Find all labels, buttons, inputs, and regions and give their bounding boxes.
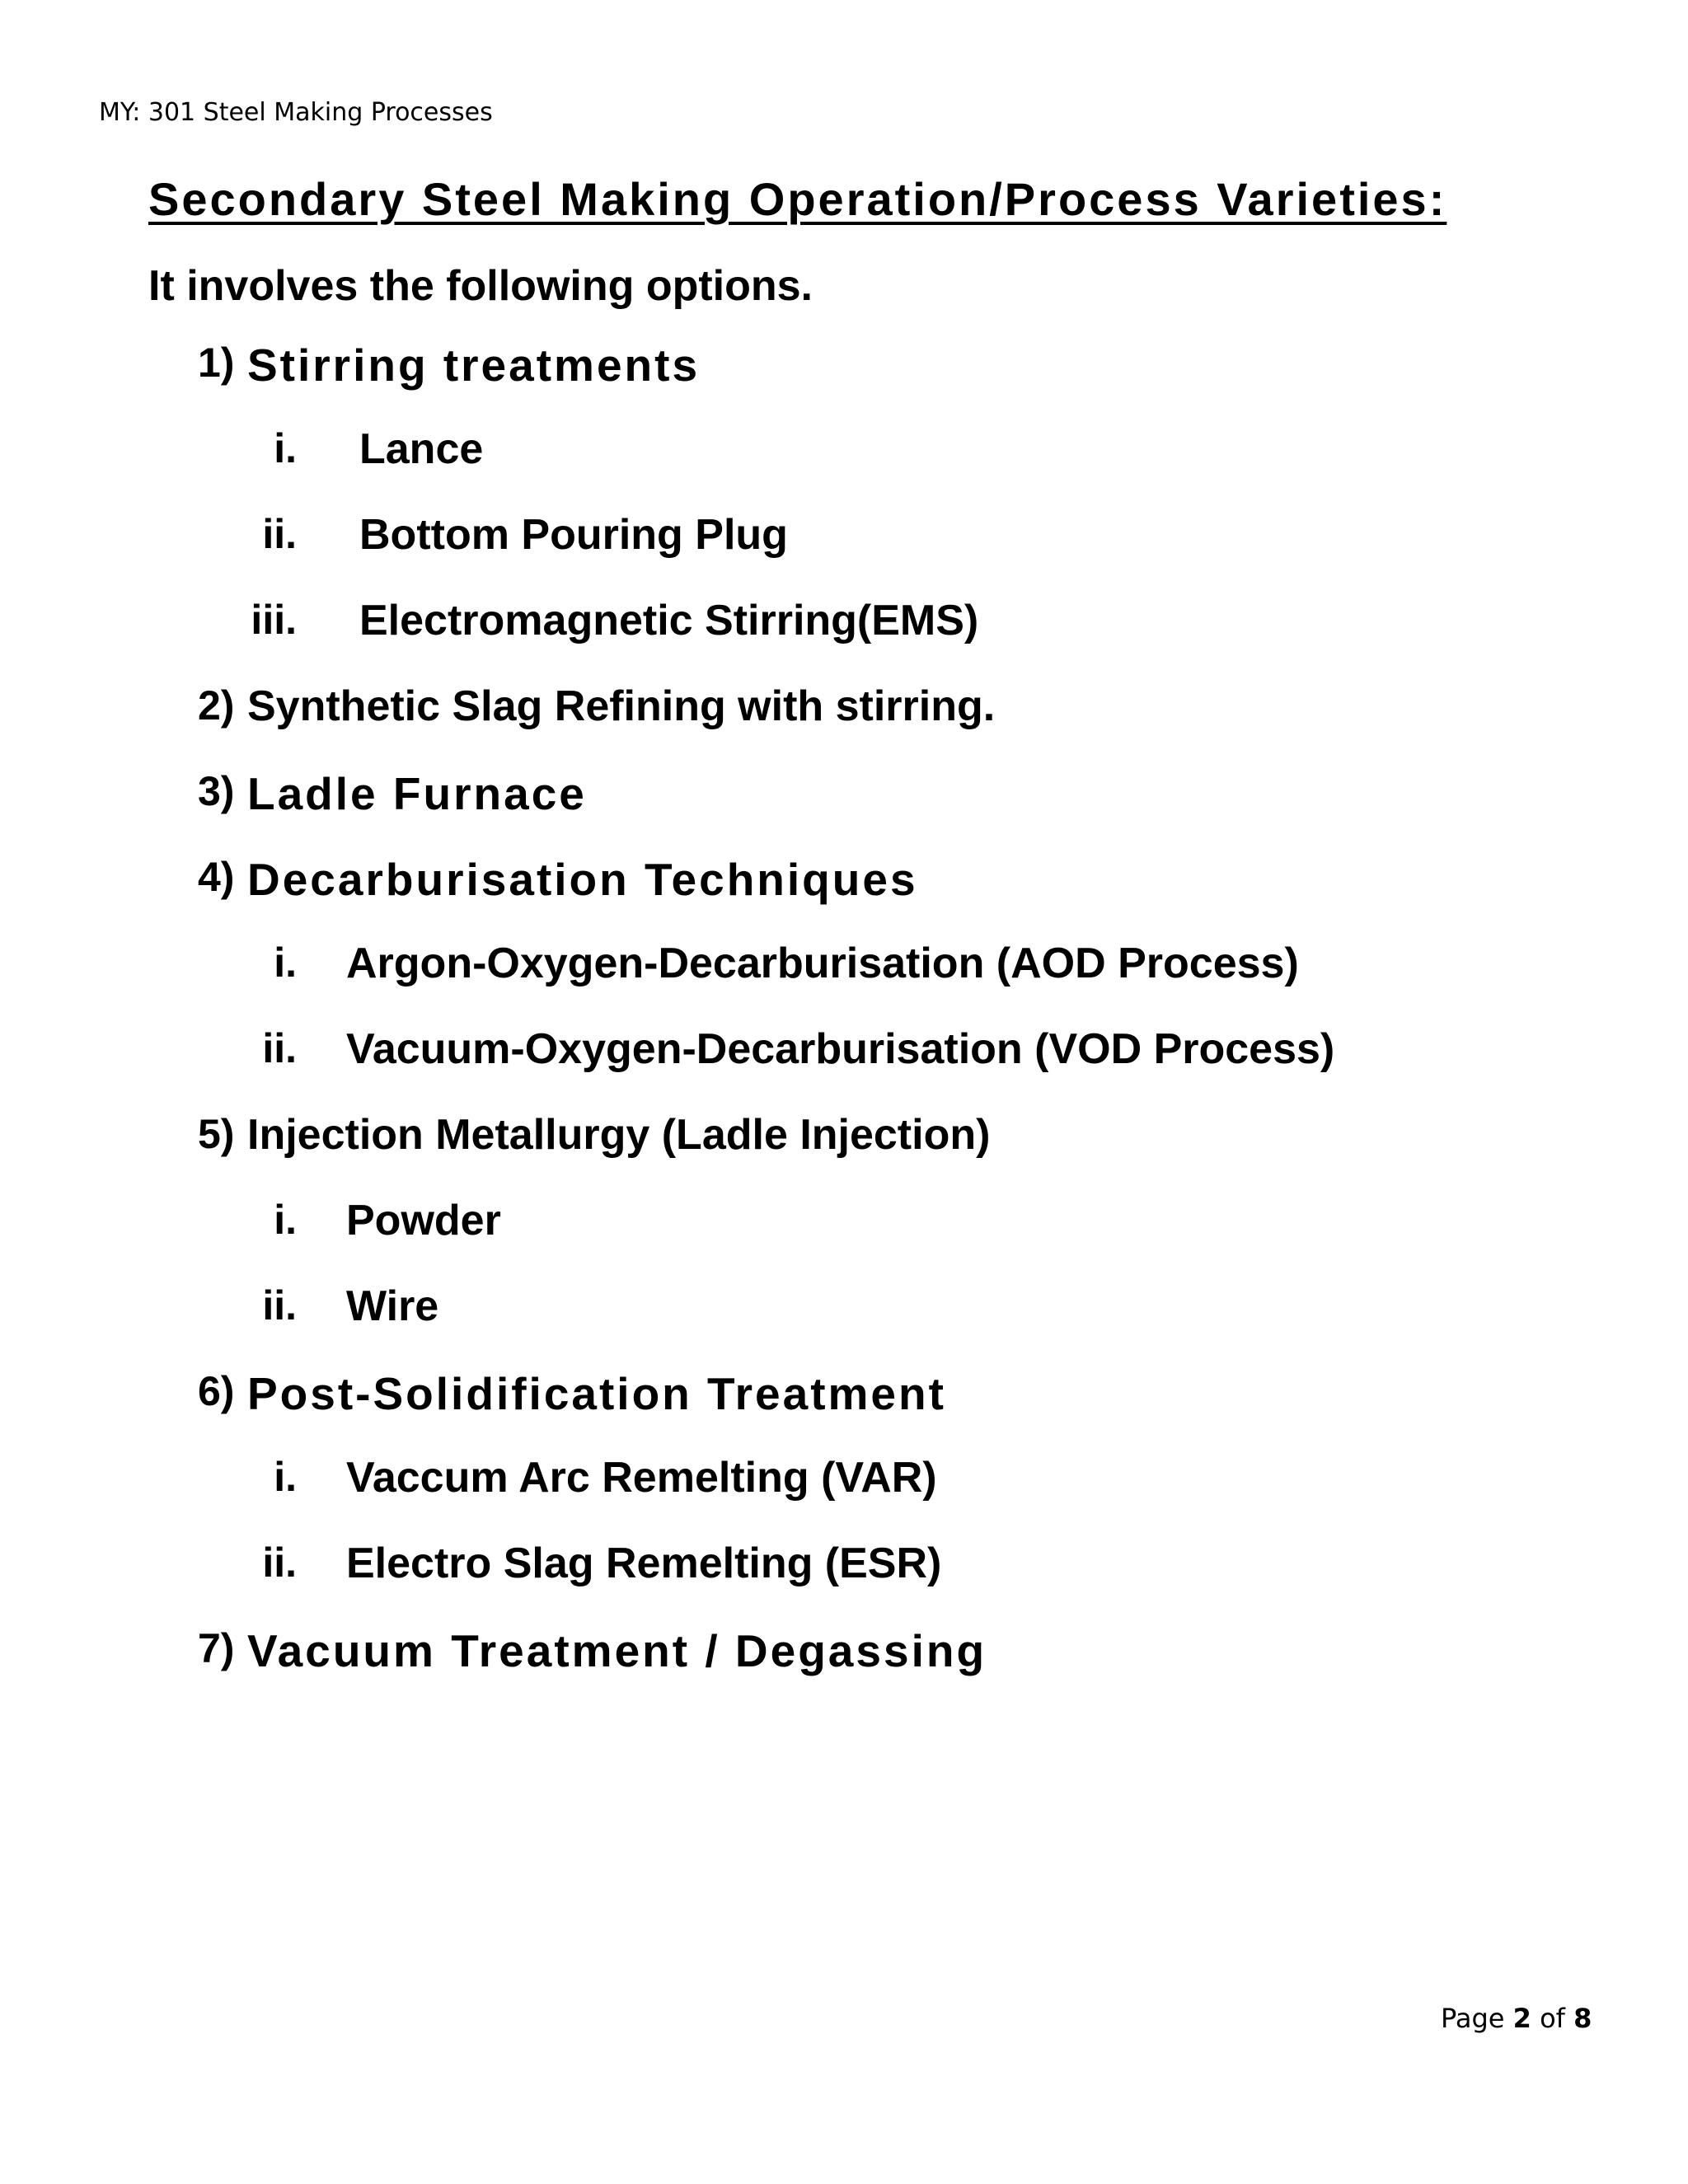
sub-item-label: Electromagnetic Stirring(EMS) <box>359 597 979 644</box>
sub-item-label: Argon-Oxygen-Decarburisation (AOD Process) <box>346 940 1299 987</box>
running-header: MY: 301 Steel Making Processes <box>99 98 493 127</box>
list-item-label: Vacuum Treatment / Degassing <box>247 1625 987 1676</box>
sub-item-numeral: ii. <box>262 511 297 557</box>
list-item-label: Post-Solidification Treatment <box>247 1368 946 1419</box>
list-item-number: 6) <box>198 1368 235 1414</box>
sub-item-numeral: i. <box>274 1454 297 1500</box>
sub-item-label: Vacuum-Oxygen-Decarburisation (VOD Process) <box>346 1025 1335 1073</box>
sub-item-numeral: i. <box>274 1197 297 1243</box>
sub-item-label: Powder <box>346 1197 501 1244</box>
list-item-number: 5) <box>198 1111 235 1157</box>
sub-item-label: Electro Slag Remelting (ESR) <box>346 1540 942 1587</box>
sub-item-label: Wire <box>346 1282 439 1330</box>
sub-item-label: Vaccum Arc Remelting (VAR) <box>346 1454 937 1502</box>
list-item-label: Stirring treatments <box>247 340 701 391</box>
sub-item-numeral: i. <box>274 940 297 986</box>
sub-item-numeral: i. <box>274 425 297 471</box>
list-item-label: Ladle Furnace <box>247 768 587 819</box>
page-of: of <box>1540 2003 1565 2034</box>
list-item-number: 3) <box>198 768 235 814</box>
list-item-label: Synthetic Slag Refining with stirring. <box>247 682 996 730</box>
sub-item-numeral: ii. <box>262 1025 297 1071</box>
page-title: Secondary Steel Making Operation/Process Varieties: <box>148 173 1447 225</box>
list-item-number: 2) <box>198 682 235 729</box>
list-item-label: Decarburisation Techniques <box>247 854 918 905</box>
page-prefix: Page <box>1441 2003 1505 2034</box>
page-number <box>1441 2003 1592 2034</box>
list-item-number: 1) <box>198 340 235 386</box>
total-pages: 8 <box>1573 2003 1592 2034</box>
sub-item-numeral: ii. <box>262 1540 297 1586</box>
intro-text: It involves the following options. <box>148 262 813 310</box>
list-item-number: 4) <box>198 854 235 900</box>
list-item-number: 7) <box>198 1625 235 1671</box>
sub-item-label: Bottom Pouring Plug <box>359 511 788 559</box>
sub-item-label: Lance <box>359 425 484 473</box>
current-page: 2 <box>1512 2003 1531 2034</box>
sub-item-numeral: ii. <box>262 1282 297 1329</box>
sub-item-numeral: iii. <box>251 597 297 643</box>
list-item-label: Injection Metallurgy (Ladle Injection) <box>247 1111 991 1159</box>
